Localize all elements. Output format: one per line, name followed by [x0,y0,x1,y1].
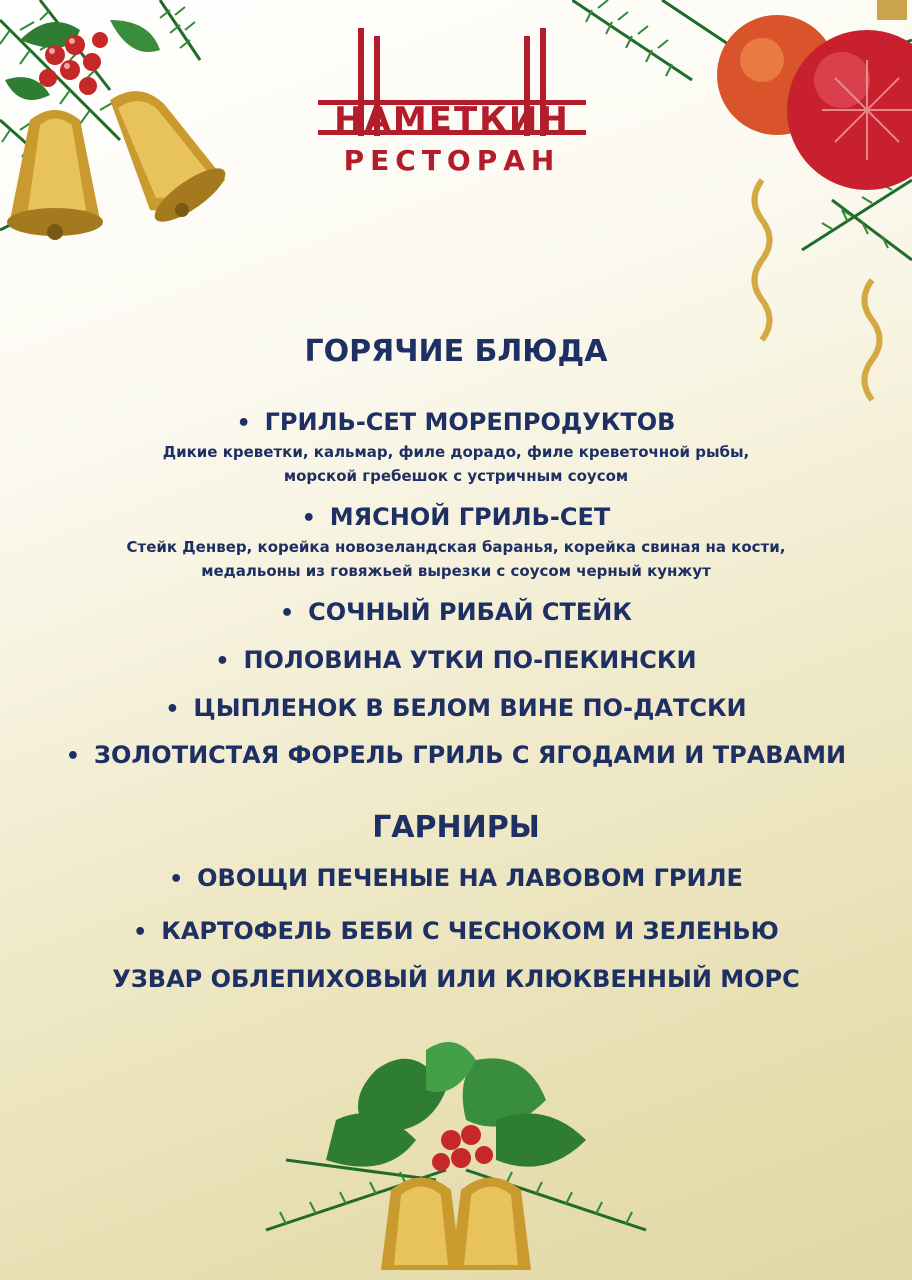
menu-item-name: ЗОЛОТИСТАЯ ФОРЕЛЬ ГРИЛЬ С ЯГОДАМИ И ТРАВАМИ [93,741,847,769]
menu-item [0,917,912,945]
bullet-icon: • [215,649,230,674]
logo-subtitle: РЕСТОРАН [343,144,561,177]
menu-item-name: ОВОЩИ ПЕЧЕНЫЕ НА ЛАВОВОМ ГРИЛЕ [197,864,743,892]
bullet-icon: • [169,867,184,892]
menu-item [0,598,912,626]
menu-item-name: ПОЛОВИНА УТКИ ПО-ПЕКИНСКИ [243,646,697,674]
bullet-icon: • [133,920,148,945]
holly-icon [246,1040,666,1280]
menu-item [0,864,912,892]
description-line: Стейк Денвер, корейка новозеландская баранья, корейка свиная на кости, [126,538,786,556]
section-title-garnish: ГАРНИРЫ [372,810,540,845]
description-line: морской гребешок с устричным соусом [283,467,629,485]
christmas-bells-icon [0,0,280,290]
menu-item [0,408,912,436]
description-line: медальоны из говяжьей вырезки с соусом черный кунжут [201,562,711,580]
restaurant-logo [318,28,586,177]
menu-item-name: ЦЫПЛЕНОК В БЕЛОМ ВИНЕ ПО-ДАТСКИ [193,694,747,722]
drink-item: УЗВАР ОБЛЕПИХОВЫЙ ИЛИ КЛЮКВЕННЫЙ МОРС [112,965,800,993]
menu-item [0,694,912,722]
bullet-icon: • [280,601,295,626]
logo-name: НАМЕТКИН [334,100,570,140]
section-title-hot-dishes: ГОРЯЧИЕ БЛЮДА [304,334,608,369]
bullet-icon: • [165,697,180,722]
menu-item-description [0,440,912,488]
menu-item [0,646,912,674]
menu-item [0,741,912,769]
menu-item-name: СОЧНЫЙ РИБАЙ СТЕЙК [308,598,632,626]
menu-item-name: ГРИЛЬ-СЕТ МОРЕПРОДУКТОВ [264,408,676,436]
menu-item-description [0,535,912,583]
menu-item-name: МЯСНОЙ ГРИЛЬ-СЕТ [329,503,611,531]
bullet-icon: • [301,506,316,531]
menu-item-name: КАРТОФЕЛЬ БЕБИ С ЧЕСНОКОМ И ЗЕЛЕНЬЮ [161,917,779,945]
bullet-icon: • [236,411,251,436]
menu-item [0,503,912,531]
bullet-icon: • [65,744,80,769]
description-line: Дикие креветки, кальмар, филе дорадо, филе креветочной рыбы, [162,443,750,461]
